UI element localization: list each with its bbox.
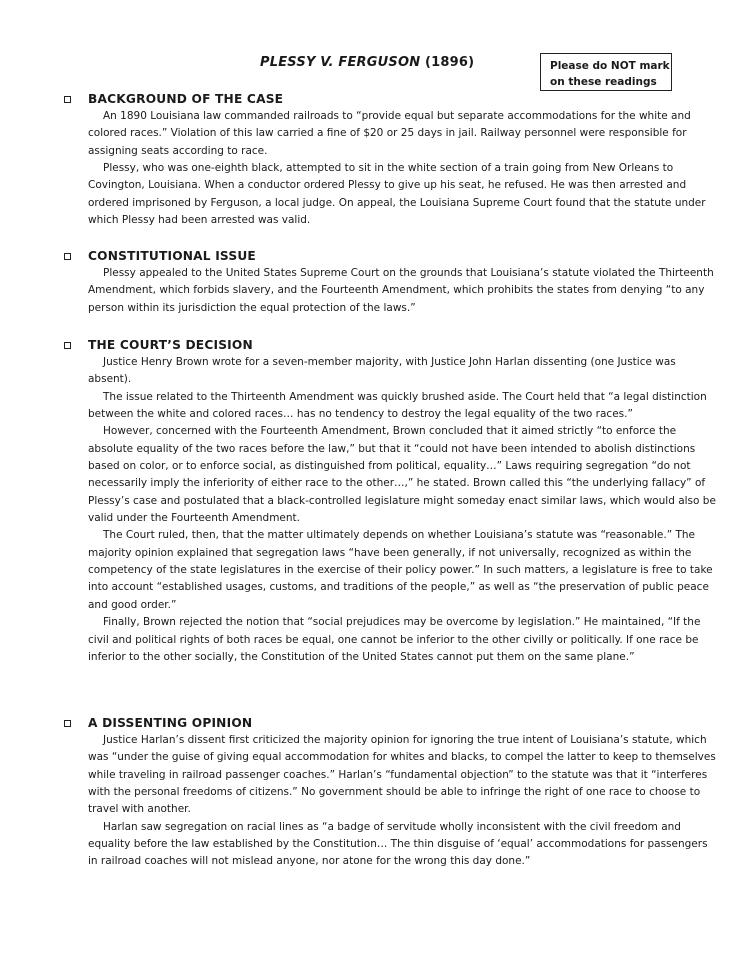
section-heading: BACKGROUND OF THE CASE [88, 92, 284, 106]
paragraph: The issue related to the Thirteenth Amendment was quickly brushed aside. The Court held that “a legal distinction between the white and colored races… has no tendency to destroy the legal equality of the two races.” [88, 390, 707, 421]
notice-line-1: Please do NOT mark [550, 60, 670, 72]
paragraph: Justice Henry Brown wrote for a seven-member majority, with Justice John Harlan dissenting (one Justice was absent). [88, 356, 676, 386]
checkbox-bullet-icon [64, 96, 71, 103]
paragraph: However, concerned with the Fourteenth Amendment, Brown concluded that it aimed strictly “to enforce the absolute equality of the two races before the law,” but that it “could not have been intended to abolish distinctions based on color, or to enforce social, as distinguished from political, equality…” Laws requiring segregation “do not necessarily imply the inferiority of either race to the other…,” he stated. Brown called this “the underlying fallacy” of Plessy’s case and postulated that a black-controlled legislature might someday enact similar laws, which would also be valid under the Fourteenth Amendment. [88, 425, 716, 525]
case-year: (1896) [425, 55, 475, 70]
paragraph: An 1890 Louisiana law commanded railroads to “provide equal but separate accommodations for the white and colored races.” Violation of this law carried a fine of $20 or 25 days in jail. Railway personnel were responsible for assigning seats according to race. [88, 110, 691, 157]
paragraph: Harlan saw segregation on racial lines as “a badge of servitude wholly inconsistent with the civil freedom and equality before the law established by the Constitution… The thin disguise of ‘equal’ accommodations for passengers in railroad coaches will not mislead anyone, nor atone for the wrong this day done.” [88, 820, 708, 868]
checkbox-bullet-icon [64, 720, 71, 727]
section-heading: CONSTITUTIONAL ISSUE [88, 249, 256, 263]
checkbox-bullet-icon [64, 253, 71, 260]
section-body [88, 265, 720, 317]
paragraph: Plessy, who was one-eighth black, attempted to sit in the white section of a train going from New Orleans to Covington, Louisiana. When a conductor ordered Plessy to give up his seat, he refused. He was then arrested and ordered imprisoned by Ferguson, a local judge. On appeal, the Louisiana Supreme Court found that the statute under which Plessy had been arrested was valid. [88, 162, 706, 227]
paragraph: Plessy appealed to the United States Supreme Court on the grounds that Louisiana’s statute violated the Thirteenth Amendment, which forbids slavery, and the Fourteenth Amendment, which prohibits the states from denying “to any person within its jurisdiction the equal protection of the laws.” [88, 267, 714, 314]
section-background [60, 91, 720, 229]
paragraph: Finally, Brown rejected the notion that “social prejudices may be overcome by legislation.” He maintained, “If the civil and political rights of both races be equal, one cannot be inferior to the other civilly or politically. If one race be inferior to the other socially, the Constitution of the United States cannot put them on the same plane.” [88, 616, 701, 663]
section-dissenting-opinion [60, 715, 720, 871]
section-heading: A DISSENTING OPINION [88, 716, 253, 730]
section-courts-decision [60, 337, 720, 666]
case-name: PLESSY V. FERGUSON [260, 55, 421, 70]
notice-line-2: on these readings [550, 76, 657, 88]
section-body [88, 732, 720, 871]
section-heading: THE COURT’S DECISION [88, 338, 253, 352]
section-body [88, 354, 720, 666]
paragraph: The Court ruled, then, that the matter ultimately depends on whether Louisiana’s statute was “reasonable.” The majority opinion explained that segregation laws “have been generally, if not universally, recognized as within the competency of the state legislatures in the exercise of their policy power.” In such matters, a legislature is free to take into account “established usages, customs, and traditions of the people,” as well as “the preservation of public peace and good order.” [88, 529, 713, 611]
section-body [88, 108, 720, 229]
page-title [260, 55, 474, 70]
notice-box [540, 53, 672, 91]
section-constitutional-issue [60, 248, 720, 317]
checkbox-bullet-icon [64, 342, 71, 349]
paragraph: Justice Harlan’s dissent first criticized the majority opinion for ignoring the true intent of Louisiana’s statute, which was “under the guise of giving equal accommodation for whites and blacks, to compel the latter to keep to themselves while traveling in railroad passenger coaches.” Harlan’s “fundamental objection” to the statute was that it “interferes with the personal freedoms of citizens.” No government should be able to infringe the right of one race to choose to travel with another. [88, 734, 716, 816]
